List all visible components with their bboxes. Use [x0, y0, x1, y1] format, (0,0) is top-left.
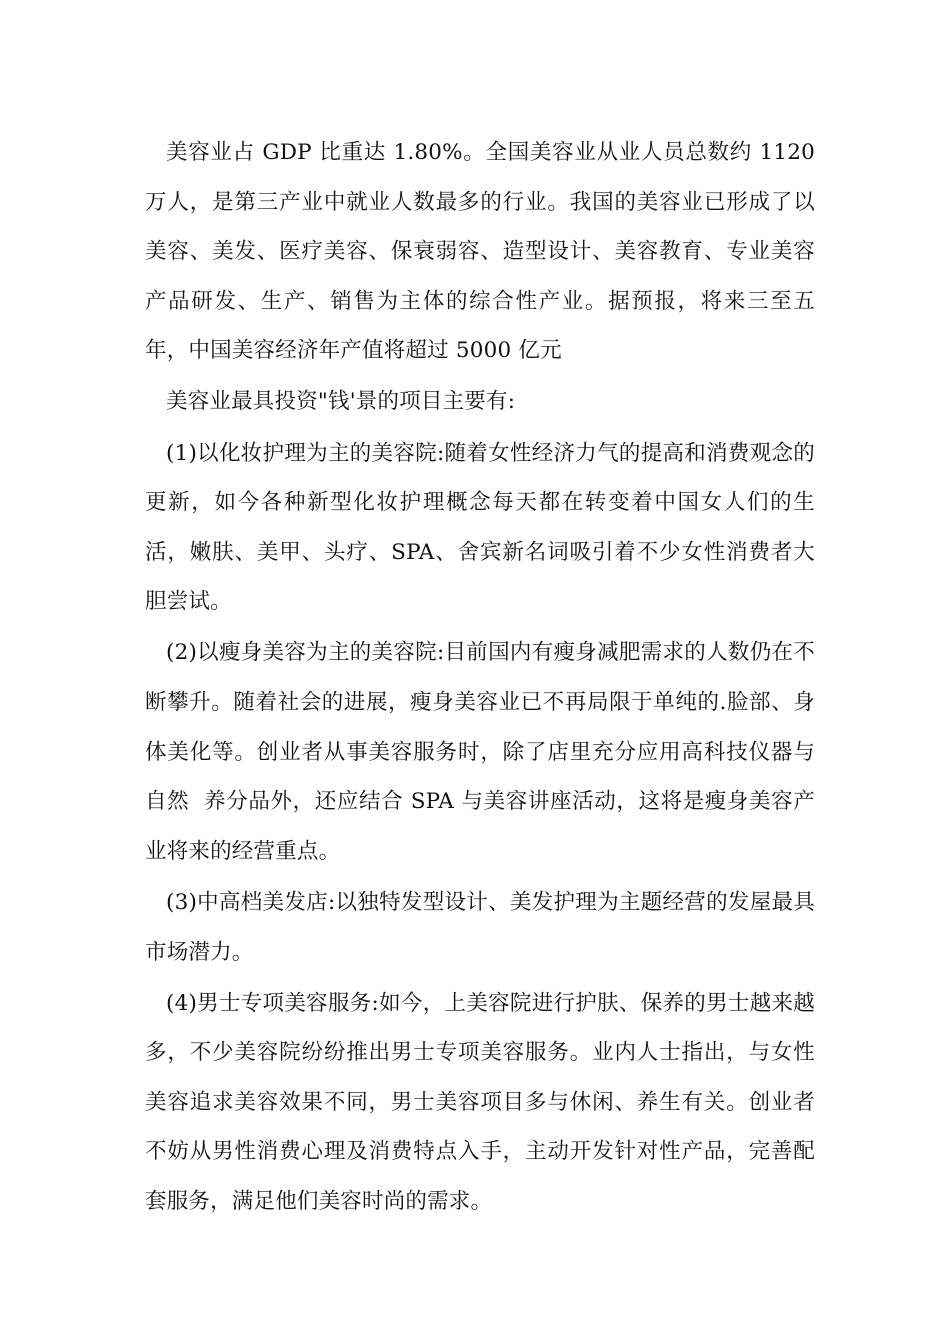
- document-body: [145, 128, 823, 1228]
- paragraph-item-1-cosmetic-salon: (1)以化妆护理为主的美容院:随着女性经济力气的提高和消费观念的更新，如今各种新型化妆护理概念每天都在转变着中国女人们的生活，嫩肤、美甲、头疗、SPA、舍宾新名词吸引着不少女性消费者大胆尝试。: [145, 440, 815, 615]
- paragraph-item-3-hair-salon: (3)中高档美发店:以独特发型设计、美发护理为主题经营的发屋最具市场潜力。: [145, 889, 815, 965]
- paragraph-investment-intro: 美容业最具投资"钱'景的项目主要有:: [166, 389, 516, 415]
- paragraph-item-2-slimming-salon: (2)以瘦身美容为主的美容院:目前国内有瘦身减肥需求的人数仍在不断攀升。随着社会的进展，瘦身美容业已不再局限于单纯的.脸部、身体美化等。创业者从事美容服务时，除了店里充分应用高科技仪器与自然 养分品外，还应结合 SPA 与美容讲座活动，这将是瘦身美容产业将来的经营重点。: [145, 640, 815, 864]
- paragraph-item-4-mens-beauty: (4)男士专项美容服务:如今，上美容院进行护肤、保养的男士越来越多，不少美容院纷纷推出男士专项美容服务。业内人士指出，与女性美容追求美容效果不同，男士美容项目多与休闲、养生有关。创业者不妨从男性消费心理及消费特点入手，主动开发针对性产品，完善配套服务，满足他们美容时尚的需求。: [145, 990, 815, 1214]
- paragraph-industry-overview: 美容业占 GDP 比重达 1.80%。全国美容业从业人员总数约 1120 万人，是第三产业中就业人数最多的行业。我国的美容业已形成了以美容、美发、医疗美容、保衰弱容、造型设计、美容教育、专业美容产品研发、生产、销售为主体的综合性产业。据预报，将来三至五年，中国美容经济年产值将超过 5000 亿元: [145, 140, 823, 364]
